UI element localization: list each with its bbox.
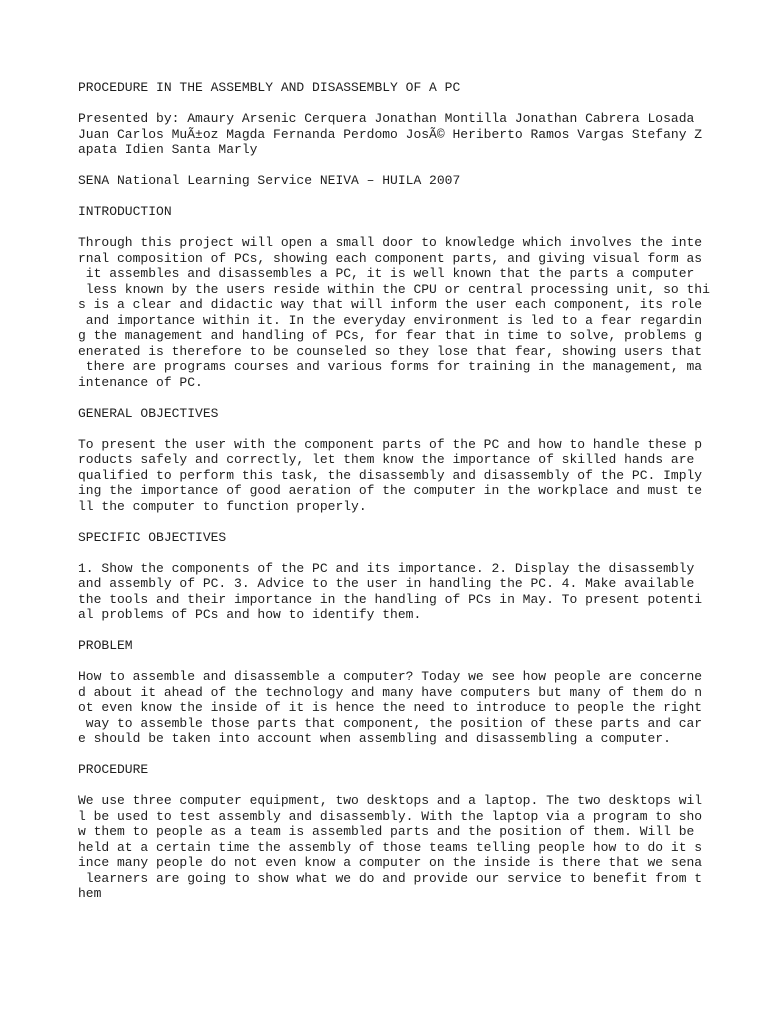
paragraph-line: qualified to perform this task, the disassembly and disassembly of the PC. Imply: [78, 467, 703, 483]
presented-by-line: Juan Carlos MuÃ±oz Magda Fernanda Perdomo JosÃ© Heriberto Ramos Vargas Stefany Z: [78, 126, 703, 142]
presented-by-line: apata Idien Santa Marly: [78, 142, 258, 157]
paragraph-line: it assembles and disassembles a PC, it is well known that the parts a computer: [78, 266, 695, 281]
paragraph-line: al problems of PCs and how to identify them.: [78, 607, 422, 622]
paragraph-line: the tools and their importance in the handling of PCs in May. To present potenti: [78, 591, 703, 607]
paragraph-line: rnal composition of PCs, showing each component parts, and giving visual form as: [78, 250, 703, 266]
spacer: [78, 390, 698, 406]
paragraph-line: To present the user with the component parts of the PC and how to handle these p: [78, 436, 703, 452]
paragraph-line: e should be taken into account when assembling and disassembling a computer.: [78, 731, 671, 746]
paragraph-line: hem: [78, 886, 102, 901]
paragraph-line: g the management and handling of PCs, for fear that in time to solve, problems g: [78, 328, 703, 343]
paragraph-line: ing the importance of good aeration of the computer in the workplace and must te: [78, 483, 703, 498]
spacer: [78, 421, 698, 437]
paragraph-line: less known by the users reside within the CPU or central processing unit, so thi: [78, 281, 710, 297]
presented-by-line: Presented by: Amaury Arsenic Cerquera Jonathan Montilla Jonathan Cabrera Losada: [78, 111, 695, 126]
paragraph-line: We use three computer equipment, two desktops and a laptop. The two desktops wil: [78, 793, 703, 808]
spacer: [78, 747, 698, 763]
paragraph-line: enerated is therefore to be counseled so they lose that fear, showing users that: [78, 343, 703, 359]
spacer: [78, 220, 698, 236]
section-heading-introduction: INTRODUCTION: [78, 204, 172, 219]
paragraph-line: w them to people as a team is assembled parts and the position of them. Will be: [78, 824, 695, 839]
section-heading-specific-objectives: SPECIFIC OBJECTIVES: [78, 529, 227, 545]
paragraph-line: intenance of PC.: [78, 374, 203, 390]
spacer: [78, 514, 698, 530]
spacer: [78, 654, 698, 670]
section-heading-problem: PROBLEM: [78, 638, 133, 653]
paragraph-line: ll the computer to function properly.: [78, 498, 367, 514]
paragraph-line: d about it ahead of the technology and many have computers but many of them do n: [78, 684, 703, 700]
spacer: [78, 189, 698, 205]
spacer: [78, 778, 698, 794]
spacer: [78, 623, 698, 639]
spacer: [78, 158, 698, 174]
paragraph-line: roducts safely and correctly, let them know the importance of skilled hands are: [78, 452, 695, 467]
paragraph-line: s is a clear and didactic way that will inform the user each component, its role: [78, 297, 703, 312]
paragraph-line: way to assemble those parts that component, the position of these parts and car: [78, 715, 703, 731]
document-text: [78, 80, 710, 902]
paragraph-line: Through this project will open a small door to knowledge which involves the inte: [78, 235, 703, 250]
document-title: PROCEDURE IN THE ASSEMBLY AND DISASSEMBLY OF A PC: [78, 80, 461, 95]
institution-line: SENA National Learning Service NEIVA – HUILA 2007: [78, 173, 461, 188]
paragraph-line: there are programs courses and various forms for training in the management, ma: [78, 359, 703, 374]
paragraph-line: ot even know the inside of it is hence the need to introduce to people the right: [78, 700, 703, 715]
section-heading-procedure: PROCEDURE: [78, 762, 149, 777]
paragraph-line: and importance within it. In the everyday environment is led to a fear regardin: [78, 312, 703, 328]
spacer: [78, 545, 698, 561]
paragraph-line: and assembly of PC. 3. Advice to the user in handling the PC. 4. Make available: [78, 576, 695, 591]
paragraph-line: l be used to test assembly and disassembly. With the laptop via a program to sho: [78, 808, 703, 824]
section-heading-general-objectives: GENERAL OBJECTIVES: [78, 405, 219, 421]
spacer: [78, 96, 698, 112]
paragraph-line: 1. Show the components of the PC and its importance. 2. Display the disassembly: [78, 560, 695, 576]
paragraph-line: learners are going to show what we do and provide our service to benefit from t: [78, 870, 703, 886]
paragraph-line: ince many people do not even know a computer on the inside is there that we sena: [78, 855, 703, 870]
paragraph-line: How to assemble and disassemble a computer? Today we see how people are concerne: [78, 669, 703, 684]
paragraph-line: held at a certain time the assembly of those teams telling people how to do it s: [78, 839, 703, 855]
